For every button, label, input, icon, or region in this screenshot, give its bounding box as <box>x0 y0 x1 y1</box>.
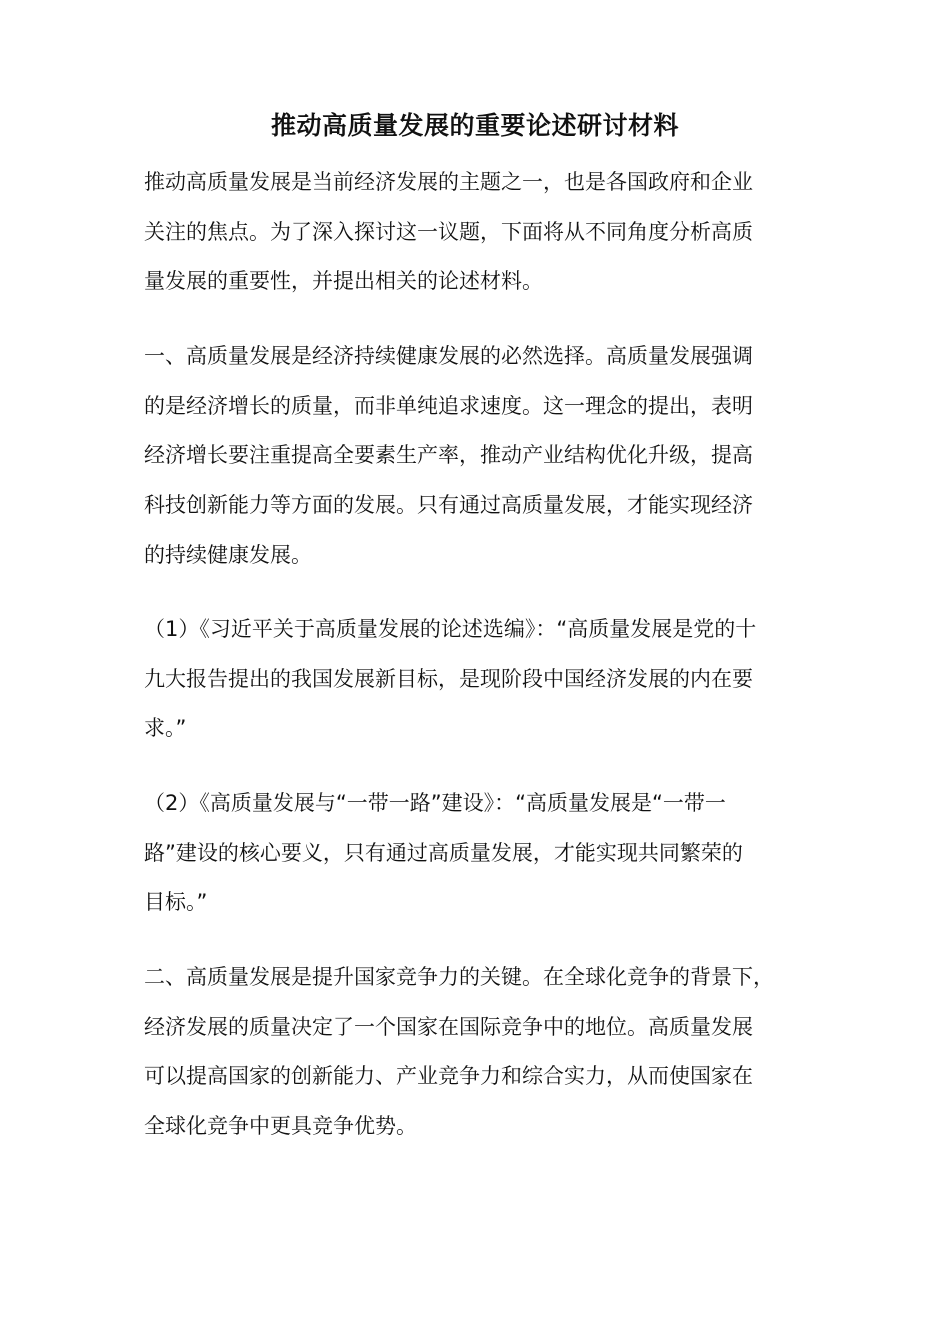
paragraph-line: 经济发展的质量决定了一个国家在国际竞争中的地位。高质量发展 <box>144 1014 753 1039</box>
paragraph-line: 推动高质量发展是当前经济发展的主题之一，也是各国政府和企业 <box>144 170 753 194</box>
paragraph-line: 一、高质量发展是经济持续健康发展的必然选择。高质量发展强调 <box>144 344 753 368</box>
paragraph-line: 的持续健康发展。 <box>144 542 312 567</box>
paragraph-line: 九大报告提出的我国发展新目标，是现阶段中国经济发展的内在要 <box>144 666 753 691</box>
paragraph-section-one <box>144 332 816 581</box>
paragraph-line: 科技创新能力等方面的发展。只有通过高质量发展，才能实现经济 <box>144 493 753 518</box>
paragraph-intro <box>144 158 816 307</box>
paragraph-line: 经济增长要注重提高全要素生产率，推动产业结构优化升级，提高 <box>144 443 753 468</box>
paragraph-line: 目标。” <box>144 890 208 915</box>
paragraph-line: 路”建设的核心要义，只有通过高质量发展，才能实现共同繁荣的 <box>144 840 743 865</box>
paragraph-line: 全球化竞争中更具竞争优势。 <box>144 1114 417 1139</box>
paragraph-section-two <box>144 953 816 1152</box>
paragraph-line: 求。” <box>144 716 187 741</box>
paragraph-line: （2）《高质量发展与“一带一路”建设》：“高质量发展是“一带一 <box>144 791 726 815</box>
paragraph-line: 量发展的重要性，并提出相关的论述材料。 <box>144 269 543 294</box>
paragraph-line: 二、高质量发展是提升国家竞争力的关键。在全球化竞争的背景下， <box>144 965 774 989</box>
paragraph-line: 关注的焦点。为了深入探讨这一议题，下面将从不同角度分析高质 <box>144 219 753 244</box>
paragraph-line: 的是经济增长的质量，而非单纯追求速度。这一理念的提出，表明 <box>144 393 753 418</box>
paragraph-line: （1）《习近平关于高质量发展的论述选编》：“高质量发展是党的十 <box>144 617 757 641</box>
paragraph-line: 可以提高国家的创新能力、产业竞争力和综合实力，从而使国家在 <box>144 1064 753 1089</box>
paragraph-quote-2 <box>144 779 816 928</box>
document-title: 推动高质量发展的重要论述研讨材料 <box>270 111 679 140</box>
paragraph-quote-1 <box>144 605 816 754</box>
